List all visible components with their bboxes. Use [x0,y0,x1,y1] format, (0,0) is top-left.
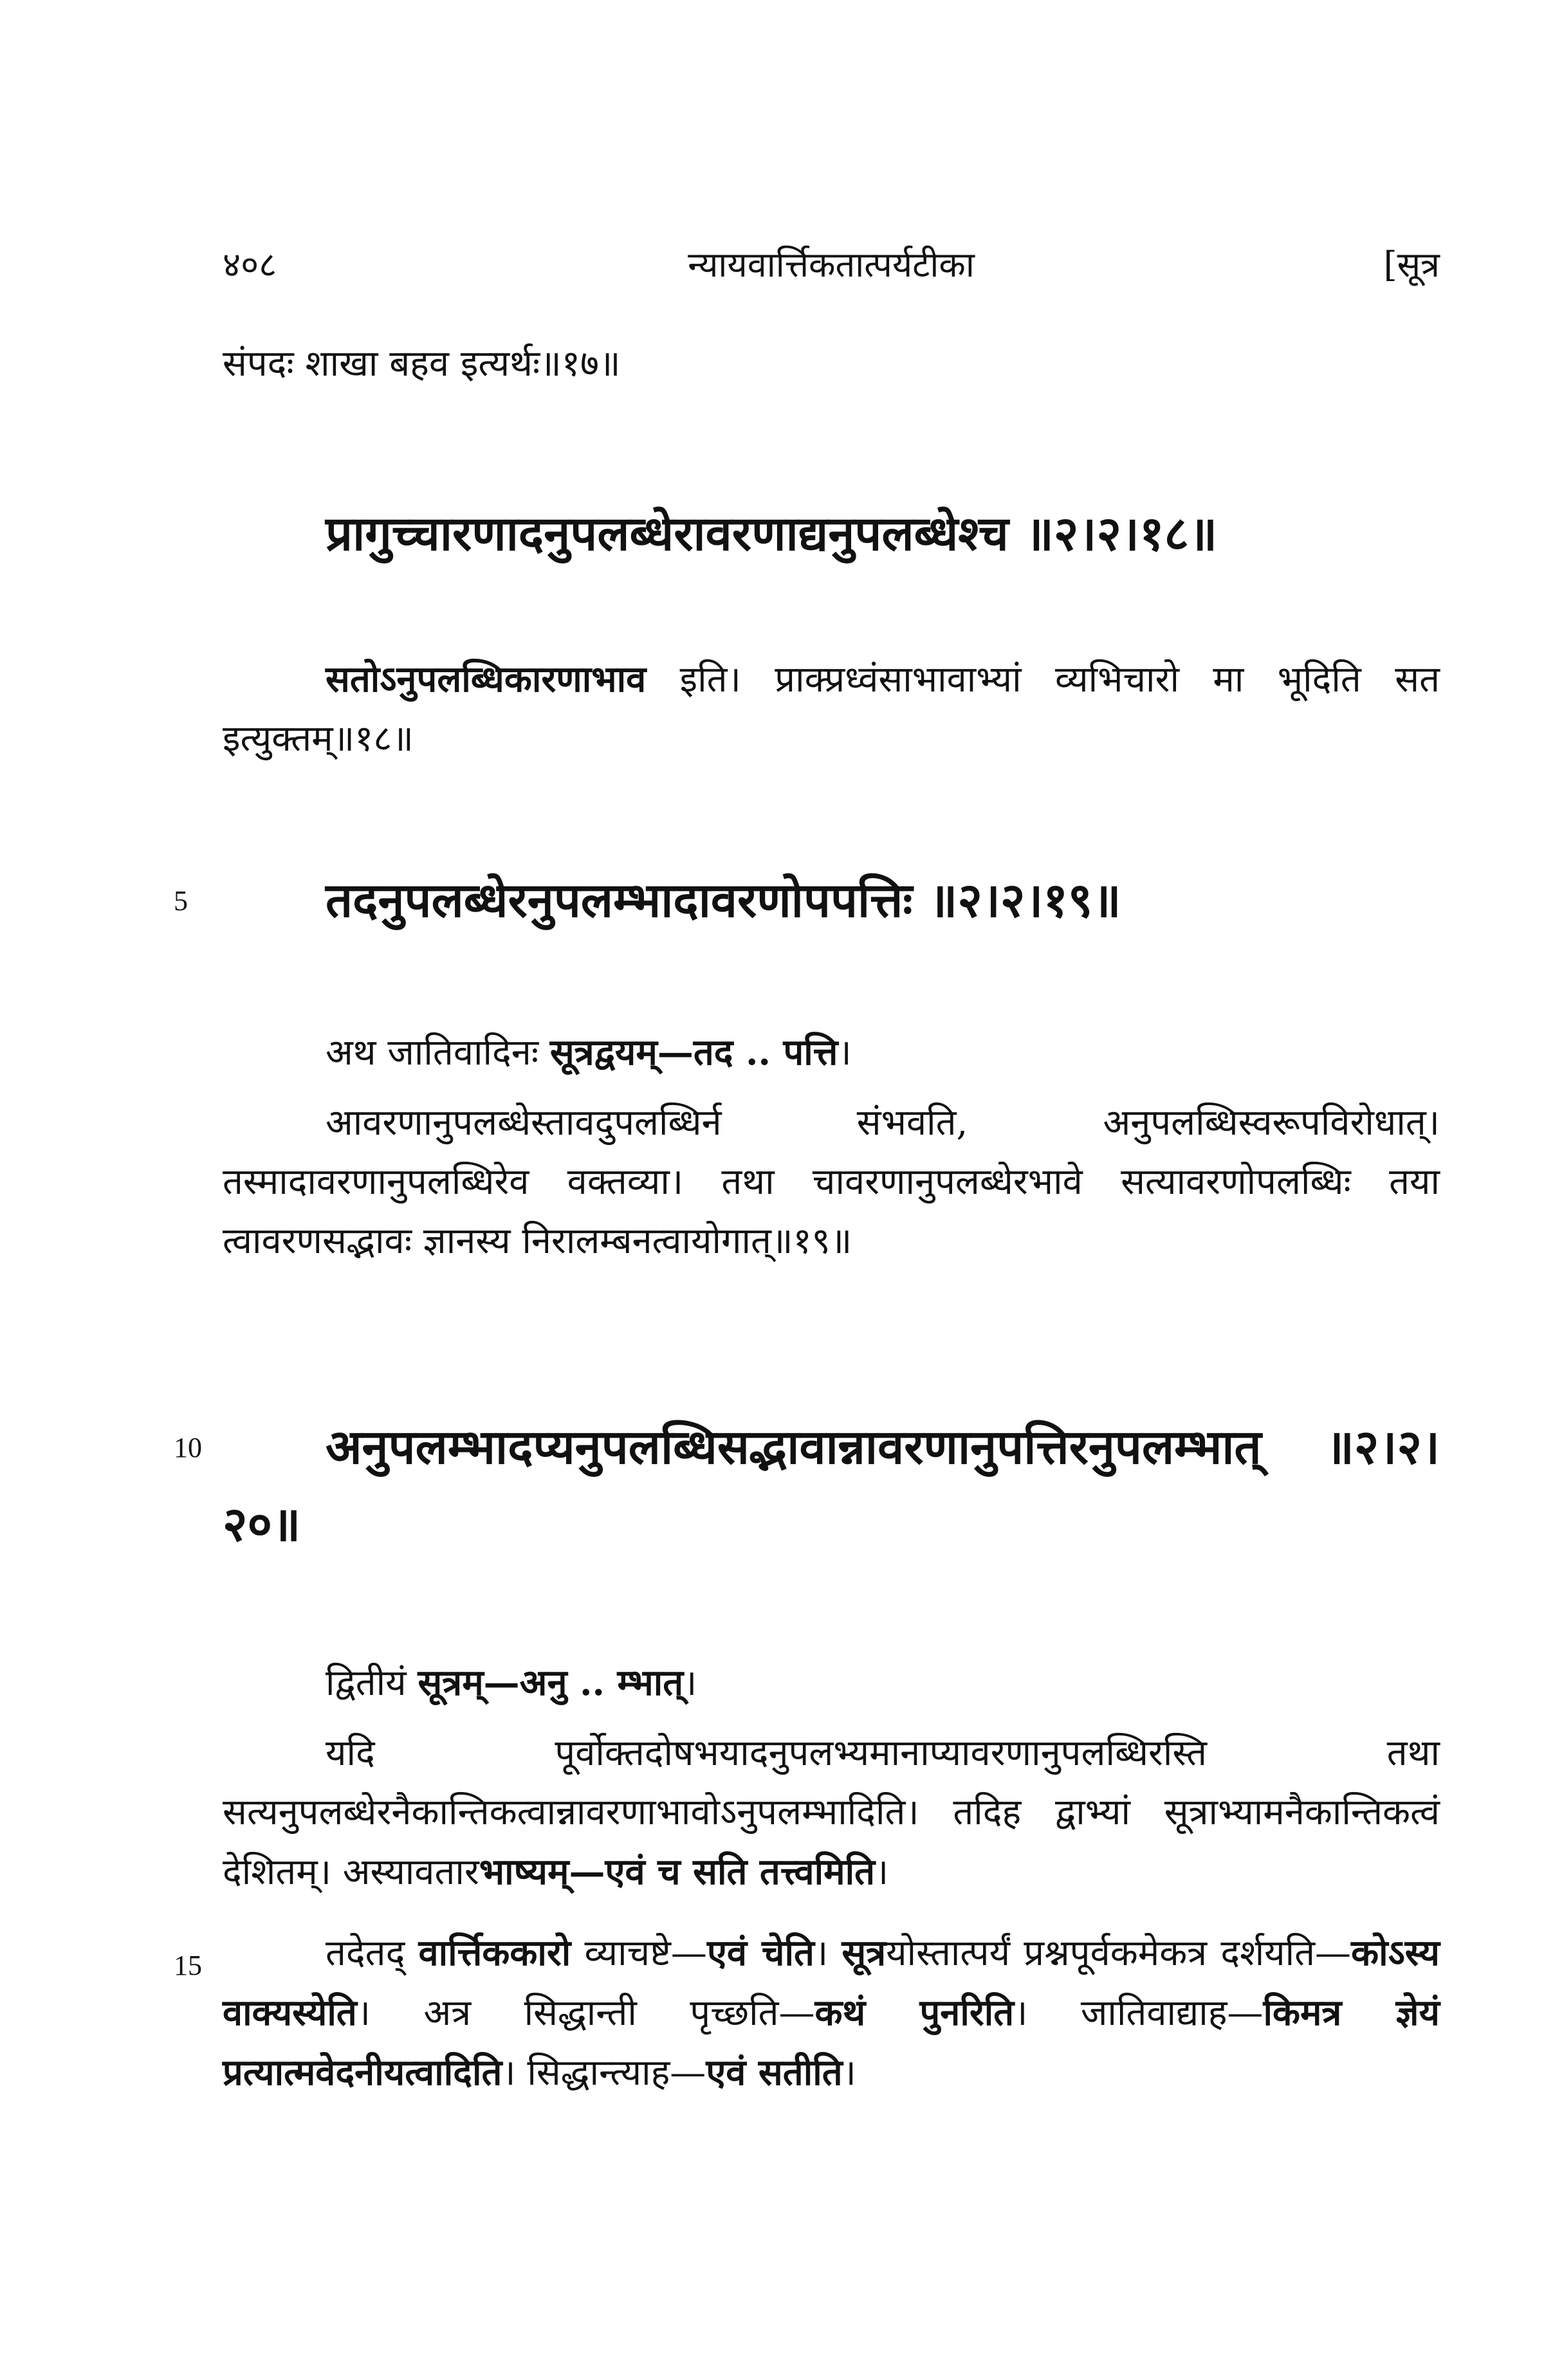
paragraph-7-seg-1: तदेतद् [326,1932,419,1974]
line-number-5: 5 [174,885,188,917]
section-label: [सूत्र [1383,244,1440,285]
paragraph-7-seg-15: । [842,2052,856,2094]
line-number-10: 10 [174,1432,202,1463]
paragraph-7-seg-2: वार्त्तिककारो [418,1932,571,1974]
paragraph-5 [223,1653,1440,1713]
paragraph-7-seg-7: योस्तात्पर्यं प्रश्नपूर्वकमेकत्र दर्शयति— [886,1932,1352,1974]
paragraph-6 [223,1724,1440,1902]
paragraph-3-c: । [838,1032,852,1074]
sutra-18-text: प्रागुच्चारणादनुपलब्धेरावरणाद्यनुपलब्धेश्च ॥२।२।१८॥ [326,506,1218,562]
paragraph-2-bold: सतोऽनुपलब्धिकारणाभाव [326,658,647,700]
paragraph-4 [223,1094,1440,1271]
paragraph-7-seg-10: कथं पुनरिति [814,1991,1015,2034]
paragraph-3-bold: सूत्रद्वयम्—तद .. पत्ति [549,1031,838,1074]
paragraph-5-bold: सूत्रम्—अनु .. म्भात् [418,1661,684,1704]
sutra-19-text: तदनुपलब्धेरनुपलम्भादावरणोपपत्तिः ॥२।२।१९॥ [326,873,1121,928]
paragraph-5-c: । [683,1662,697,1704]
paragraph-2-rest: इति। प्राक्प्रध्वंसाभावाभ्यां व्यभिचारो मा भूदिति सत इत्युक्तम्॥१८॥ [223,659,1440,760]
paragraph-7 [223,1923,1440,2103]
paragraph-7-seg-8: कोऽस्य वाक्यस्येति [223,1932,1440,2034]
sutra-20-text: अनुपलम्भादप्यनुपलब्धिसद्भावान्नावरणानुपत्तिरनुपलम्भात् ॥२।२।२०॥ [223,1420,1440,1552]
paragraph-6-c: । [875,1851,889,1893]
paragraph-7-seg-11: । जातिवाद्याह— [1014,1992,1264,2034]
paragraph-3-a: अथ जातिवादिनः [326,1032,550,1074]
paragraph-6-bold: भाष्यम्—एवं च सति तत्त्वमिति [479,1851,876,1893]
paragraph-7-seg-3: व्याचष्टे— [571,1932,707,1974]
sutra-20 [223,1409,1440,1563]
paragraph-7-seg-6: सूत्र [841,1932,887,1974]
paragraph-6-a: यदि पूर्वोक्तदोषभयादनुपलभ्यमानाप्यावरणानुपलब्धिरस्ति तथा सत्यनुपलब्धेरनैकान्तिकत्वान्नावरणाभावोऽनुपलम्भादिति। तदिह द्वाभ्यां सूत्राभ्यामनैकान्तिकत्वं देशितम्। अस्यावतार [223,1732,1440,1893]
sutra-19 [223,862,1440,939]
book-title: न्यायवार्त्तिकतात्पर्यटीका [688,244,975,285]
paragraph-2 [223,650,1440,769]
paragraph-7-seg-13: । सिद्धान्त्याह— [502,2052,706,2094]
paragraph-7-seg-4: एवं चेति [706,1932,814,1974]
paragraph-4-text: आवरणानुपलब्धेस्तावदुपलब्धिर्न संभवति, अनुपलब्धिस्वरूपविरोधात्। तस्मादावरणानुपलब्धिरेव वक्तव्या। तथा चावरणानुपलब्धेरभावे सत्यावरणोपलब्धिः तया त्वावरणसद्भावः ज्ञानस्य निरालम्बनत्वायोगात्॥१९॥ [223,1102,1440,1262]
paragraph-7-seg-5: । [814,1932,842,1974]
sutra-18 [223,495,1440,572]
paragraph-3 [223,1023,1440,1083]
line-number-15: 15 [174,1950,202,1981]
paragraph-1-text: संपदः शाखा बहव इत्यर्थः॥१७॥ [223,343,621,385]
paragraph-7-seg-12: किमत्र ज्ञेयं प्रत्यात्मवेदनीयत्वादिति [223,1991,1440,2094]
running-header [223,239,1440,291]
paragraph-5-a: द्वितीयं [326,1662,418,1704]
page-number: ४०८ [223,244,277,285]
paragraph-7-seg-9: । अत्र सिद्धान्ती पृच्छति— [356,1992,815,2034]
paragraph-1 [223,334,1440,394]
paragraph-7-seg-14: एवं सतीति [706,2051,843,2094]
